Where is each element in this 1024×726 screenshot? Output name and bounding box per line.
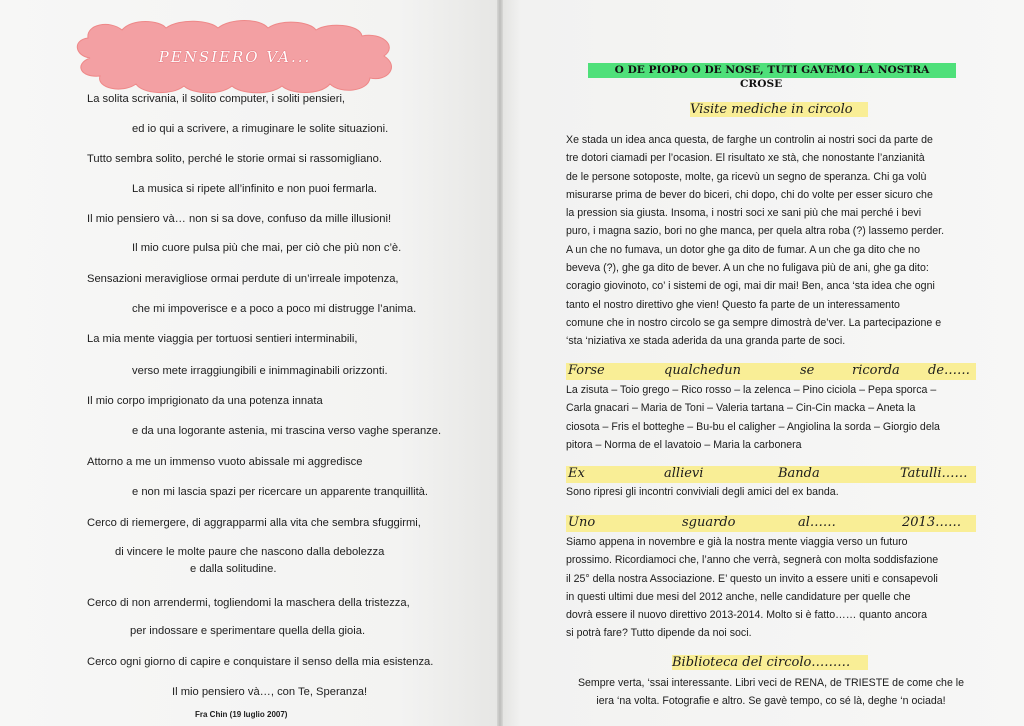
text-line: in questi ultimi due mesi del 2012 anche, nelle candidature per quelle che: [566, 590, 911, 603]
page-header-line2: CROSE: [740, 78, 783, 90]
text-line: iera ‘na volta. Fotografie e altro. Se gavè tempo, co sé là, deghe ‘n ociada!: [596, 695, 946, 708]
heading-word: de……: [928, 363, 971, 378]
poem-line: La solita scrivania, il solito computer, i soliti pensieri,: [87, 93, 346, 105]
poem-line: Il mio corpo imprigionato da una potenza innata: [87, 395, 323, 407]
text-line: pitora – Norma de el lavatoio – Maria la carbonera: [566, 438, 802, 451]
text-line: Carla gnacari – Maria de Toni – Valeria tartana – Cin-Cin macka – Aneta la: [566, 402, 916, 415]
forse-paragraph: [566, 381, 940, 454]
biblioteca-title: Biblioteca del circolo………: [672, 655, 868, 670]
heading-word: Banda: [778, 466, 820, 481]
page-header: O DE PIOPO O DE NOSE, TUTI GAVEMO LA NOSTRA: [588, 63, 956, 78]
heading-word: al……: [798, 515, 836, 530]
text-line: tre dotori ciamadi per l’ocasion. El risultato xe stà, che nonostante l’anzianità: [566, 152, 925, 165]
visite-title: Visite mediche in circolo: [690, 102, 868, 117]
biblioteca-paragraph: [566, 674, 976, 711]
heading-word: Forse: [568, 363, 605, 378]
text-line: ciosota – Fris el botteghe – Bu-bu el caligher – Angiolina la sorda – Giorgio dela: [566, 420, 940, 433]
text-line: il 25° della nostra Associazione. E’ questo un invito a essere uniti e consapevoli: [566, 572, 938, 585]
text-line: la pression sia giusta. Insoma, i nostri soci xe sani più che mai perché i bevi: [566, 207, 922, 220]
text-line: Xe stada un idea anca questa, de farghe un controlin ai nostri soci da parte de: [566, 134, 933, 146]
poem-signature: Fra Chin (19 luglio 2007): [195, 710, 288, 719]
text-line: ‘sta ‘niziativa xe stada aderida da una granda parte de soci.: [566, 335, 846, 348]
heading-word: Ex: [568, 466, 585, 481]
forse-heading: [566, 363, 976, 380]
poem-line: Cerco ogni giorno di capire e conquistare il senso della mia esistenza.: [87, 656, 434, 668]
text-line: A un che no fumava, un dotor ghe ga dito de fumar. A un che ga dito che no: [566, 243, 920, 256]
heading-word: qualchedun: [664, 363, 742, 378]
poem-line: Attorno a me un immenso vuoto abissale mi aggredisce: [87, 456, 363, 468]
text-line: La zisuta – Toio grego – Rico rosso – la zelenca – Pino ciciola – Pepa sporca –: [566, 384, 937, 396]
text-line: misurarse prima de bever do biceri, chi dopo, chi do volte per esser sicuro che: [566, 188, 933, 201]
poem-line: Cerco di non arrendermi, togliendomi la maschera della tristezza,: [87, 597, 410, 609]
poem-line: che mi impoverisce e a poco a poco mi distrugge l’anima.: [132, 303, 417, 315]
poem-line: La musica si ripete all’infinito e non puoi fermarla.: [132, 183, 378, 195]
poem-line: Il mio pensiero và…, con Te, Speranza!: [172, 686, 368, 698]
heading-word: allievi: [664, 466, 704, 481]
heading-word: ricorda: [852, 363, 900, 378]
text-line: dovrà essere il nuovo direttivo 2013-2014. Molto si è fatto…… quanto ancora: [566, 609, 927, 622]
poem-line: e da una logorante astenia, mi trascina verso vaghe speranze.: [132, 425, 442, 437]
poem-line: La mia mente viaggia per tortuosi sentieri interminabili,: [87, 333, 358, 345]
poem-line: ed io qui a scrivere, a rimuginare le solite situazioni.: [132, 123, 389, 135]
poem-line: Tutto sembra solito, perché le storie ormai si rassomigliano.: [87, 153, 382, 165]
heading-word: 2013……: [902, 515, 962, 530]
text-line: comune che in nostro circolo se ga sempre dimostrà de’ver. La partecipazione e: [566, 316, 942, 329]
text-line: Siamo appena in novembre e già la nostra mente viaggia verso un futuro: [566, 536, 908, 548]
banda-heading: [566, 466, 976, 483]
poem-line: per indossare e sperimentare quella della gioia.: [130, 625, 366, 637]
left-page: [0, 0, 500, 726]
poem-line: verso mete irraggiungibili e inimmaginabili orizzonti.: [132, 365, 388, 377]
heading-word: Tatulli……: [900, 466, 968, 481]
poem-title: PENSIERO VA...: [158, 48, 312, 66]
text-line: prossimo. Ricordiamoci che, l’anno che verrà, segnerà con molta soddisfazione: [566, 554, 939, 567]
sguardo-paragraph: [566, 533, 938, 643]
poem-line: e dalla solitudine.: [190, 563, 277, 575]
sguardo-heading: [566, 515, 976, 532]
text-line: coragio giovinoto, co’ i sistemi de ogi, mai dir mai! Ben, anca ‘sta idea che ogni: [566, 280, 935, 293]
title-cloud: [70, 18, 400, 96]
text-line: Sempre verta, ‘ssai interessante. Libri veci de RENA, de TRIESTE de come che le: [577, 677, 965, 689]
poem-line: Il mio pensiero và… non si sa dove, confuso da mille illusioni!: [87, 213, 392, 225]
visite-paragraph: [566, 131, 944, 351]
heading-word: Uno: [568, 515, 596, 530]
heading-word: se: [800, 363, 815, 378]
poem-line: Il mio cuore pulsa più che mai, per ciò che più non c’è.: [132, 242, 402, 254]
poem-line: di vincere le molte paure che nascono dalla debolezza: [115, 546, 385, 558]
poem-line: e non mi lascia spazi per ricercare un apparente tranquillità.: [132, 486, 429, 498]
heading-word: sguardo: [682, 515, 736, 530]
poem-line: Sensazioni meravigliose ormai perdute di un’irreale impotenza,: [87, 273, 399, 285]
text-line: de le persone sotoposte, molte, ga ricevù un segno de speranza. Chi ga volù: [566, 170, 927, 183]
poem-line: Cerco di riemergere, di aggrapparmi alla vita che sembra sfuggirmi,: [87, 517, 421, 529]
banda-text: Sono ripresi gli incontri conviviali degli amici del ex banda.: [566, 486, 839, 498]
text-line: puro, i magna sazio, bori no ghe manca, per quela altra roba (?) lassemo perder.: [566, 225, 945, 238]
text-line: si potrà fare? Tutto dipende da noi soci.: [566, 627, 752, 640]
text-line: tanto el nostro direttivo ghe vien! Questo fa parte de un interessamento: [566, 298, 900, 311]
page-spine: [497, 0, 503, 726]
text-line: beveva (?), ghe ga dito de bever. A un che no fuligava più de ani, ghe ga dito:: [566, 262, 929, 275]
